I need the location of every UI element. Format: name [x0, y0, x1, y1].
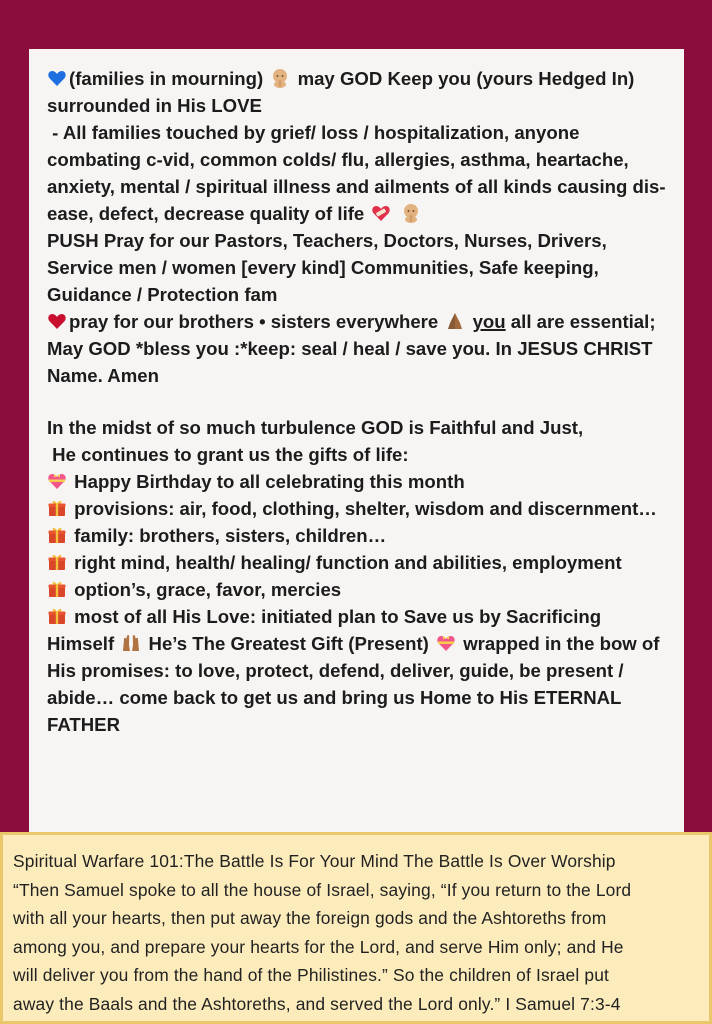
spacer — [47, 389, 672, 414]
praying-hands-icon — [445, 311, 465, 331]
essential-text: all are essential; May GOD *bless you :*keep: seal / heal / save you. In JESUS CHRIST Name. Amen — [47, 311, 661, 386]
wrapped-gift-icon — [47, 552, 67, 572]
grief-text: - All families touched by grief/ loss / hospitalization, anyone combating c-vid, common colds/ flu, allergies, asthma, heartache, anxiety, mental / spiritual illness and ailments of all kinds causing dis-ease, defect, decrease quality of life — [47, 122, 666, 224]
line-birthday — [47, 468, 672, 495]
praying-baby-icon — [401, 203, 421, 223]
prayer-card — [29, 49, 684, 833]
push-pray-text: PUSH Pray for our Pastors, Teachers, Doctors, Nurses, Drivers, Service men / women [every kind] Communities, Safe keeping, Guidance / Protection fam — [47, 230, 612, 305]
blue-heart-icon — [47, 68, 67, 88]
birthday-text: Happy Birthday to all celebrating this month — [74, 471, 465, 492]
paragraph-families-mourning — [47, 65, 672, 119]
greatest-gift-text: He’s The Greatest Gift (Present) — [148, 633, 429, 654]
right-mind-text: right mind, health/ healing/ function and abilities, employment — [74, 552, 622, 573]
wrapped-gift-icon — [47, 579, 67, 599]
verse-line: will deliver you from the hand of the Philistines.” So the children of Israel put — [13, 965, 610, 985]
paragraph-turbulence: In the midst of so much turbulence GOD is Faithful and Just, — [47, 417, 584, 438]
his-love-text: most of all His Love: initiated plan to Save us by Sacrificing Himself — [47, 606, 607, 654]
family-text: family: brothers, sisters, children… — [74, 525, 387, 546]
heart-with-ribbon-icon — [436, 633, 456, 653]
verse-line: among you, and prepare your hearts for the Lord, and serve Him only; and He — [13, 936, 624, 957]
brothers-text: pray for our brothers • sisters everywhere — [69, 311, 439, 332]
heart-with-ribbon-icon — [47, 471, 67, 491]
you-underlined: you — [472, 311, 506, 332]
paragraph-gifts-of-life: He continues to grant us the gifts of life: — [47, 444, 409, 465]
mending-heart-icon — [371, 203, 391, 223]
line-provisions — [47, 495, 672, 522]
line-options — [47, 576, 672, 603]
red-heart-icon — [47, 311, 67, 331]
line-family — [47, 522, 672, 549]
promises-text: wrapped in the bow of His promises: to love, protect, defend, deliver, guide, be present / abide… come back to get us and bring us Home to His ETERNAL FATHER — [47, 633, 665, 735]
verse-line: Spiritual Warfare 101:The Battle Is For Your Mind The Battle Is Over Worship — [13, 851, 616, 871]
paragraph-families-touched — [47, 119, 672, 308]
verse-line: with all your hearts, then put away the foreign gods and the Ashtoreths from — [13, 908, 607, 928]
wrapped-gift-icon — [47, 525, 67, 545]
wrapped-gift-icon — [47, 606, 67, 626]
wrapped-gift-icon — [47, 498, 67, 518]
verse-line: “Then Samuel spoke to all the house of Israel, saying, “If you return to the Lord — [13, 879, 632, 900]
keep-text: may GOD Keep you (yours Hedged In) surrounded in His LOVE — [47, 68, 640, 116]
options-text: option’s, grace, favor, mercies — [74, 579, 342, 600]
scripture-box — [0, 832, 712, 1024]
line-his-love — [47, 603, 672, 738]
line-right-mind — [47, 549, 672, 576]
praying-baby-icon — [270, 68, 290, 88]
paragraph-brothers-sisters — [47, 308, 672, 389]
provisions-text: provisions: air, food, clothing, shelter, wisdom and discernment… — [74, 498, 657, 519]
verse-line: away the Baals and the Ashtoreths, and served the Lord only.” I Samuel 7:3-4 — [13, 993, 621, 1014]
mourning-text: (families in mourning) — [69, 68, 264, 89]
raised-hands-icon — [121, 633, 141, 653]
